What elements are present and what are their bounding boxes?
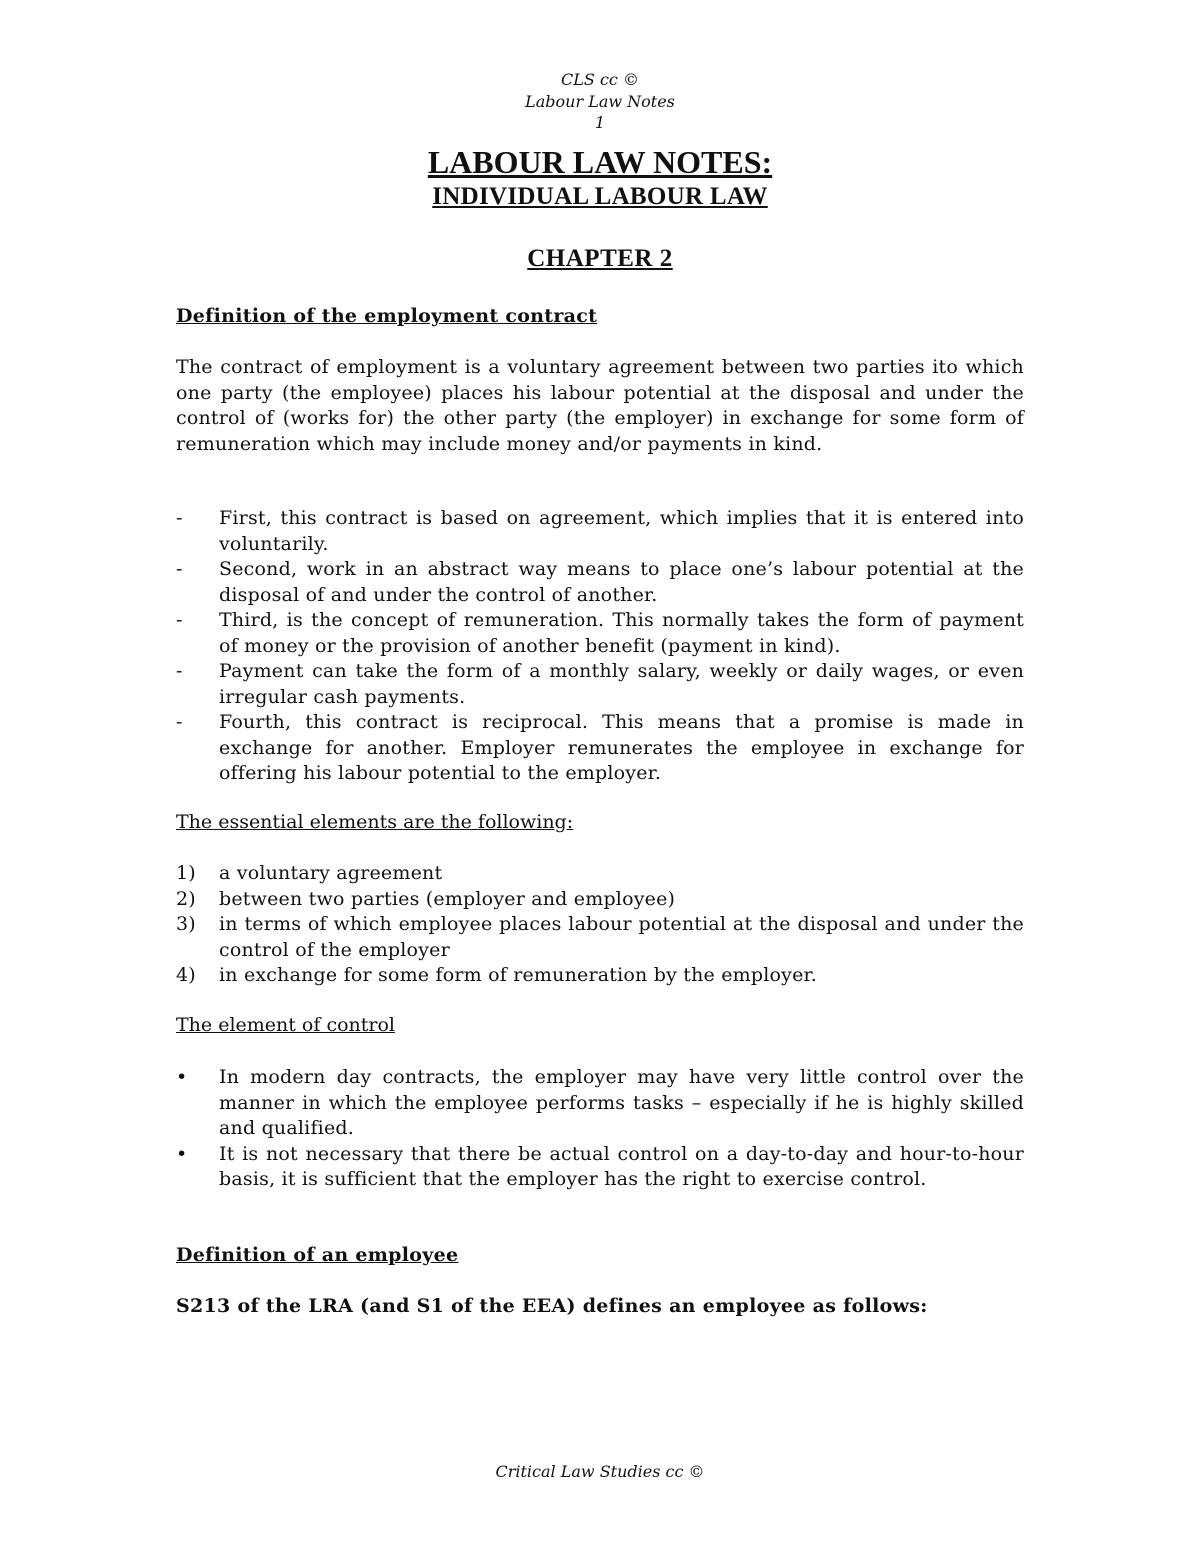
essential-elements-heading: The essential elements are the following: xyxy=(176,811,574,833)
contract-points-list xyxy=(176,506,1024,787)
list-item-text: between two parties (employer and employee) xyxy=(219,887,676,910)
element-of-control-heading: The element of control xyxy=(176,1014,395,1036)
chapter-heading: CHAPTER 2 xyxy=(527,245,673,272)
dash-marker: - xyxy=(176,660,183,682)
list-item xyxy=(176,963,1024,989)
list-item-text: First, this contract is based on agreement, which implies that it is entered into voluntarily. xyxy=(219,507,1024,555)
header-copyright: CLS cc © xyxy=(561,70,639,89)
list-item-text: Third, is the concept of remuneration. This normally takes the form of payment of money or the provision of another benefit (payment in kind). xyxy=(219,609,1024,657)
bullet-icon: • xyxy=(176,1066,188,1088)
definition-paragraph: The contract of employment is a voluntary agreement between two parties ito which one party (the employee) places his labour potential at the disposal and under the control of (works for) the other party (the employer) in exchange for some form of remuneration which may include money and/or payments in kind. xyxy=(176,356,1024,455)
list-item-text: In modern day contracts, the employer may have very little control over the manner in which the employee performs tasks – especially if he is highly skilled and qualified. xyxy=(219,1066,1024,1139)
list-item-text: Fourth, this contract is reciprocal. This means that a promise is made in exchange for another. Employer remunerates the employee in exchange for offering his labour potential to the employer. xyxy=(219,711,1024,784)
list-item xyxy=(176,1065,1024,1142)
main-title: LABOUR LAW NOTES: xyxy=(427,144,773,180)
list-item xyxy=(176,912,1024,963)
list-item-text: Second, work in an abstract way means to place one’s labour potential at the disposal of and under the control of another. xyxy=(219,558,1024,606)
list-item-text: It is not necessary that there be actual control on a day-to-day and hour-to-hour basis, it is sufficient that the employer has the right to exercise control. xyxy=(219,1142,1024,1190)
dash-marker: - xyxy=(176,558,183,580)
employee-definition-statement: S213 of the LRA (and S1 of the EEA) defines an employee as follows: xyxy=(176,1295,928,1317)
list-item xyxy=(176,710,1024,787)
page-footer: Critical Law Studies cc © xyxy=(495,1462,705,1481)
dash-marker: - xyxy=(176,507,183,529)
list-item xyxy=(176,887,1024,913)
subtitle: INDIVIDUAL LABOUR LAW xyxy=(432,183,768,210)
dash-marker: - xyxy=(176,711,183,733)
control-bullets-list xyxy=(176,1065,1024,1193)
list-item xyxy=(176,608,1024,659)
list-item-text: Payment can take the form of a monthly salary, weekly or daily wages, or even irregular cash payments. xyxy=(219,660,1024,708)
header-doc-title: Labour Law Notes xyxy=(525,92,675,111)
number-marker: 1) xyxy=(176,862,196,884)
essential-elements-list xyxy=(176,861,1024,989)
list-item xyxy=(176,557,1024,608)
list-item xyxy=(176,659,1024,710)
list-item-text: in exchange for some form of remuneration by the employer. xyxy=(219,964,817,986)
list-item-text: a voluntary agreement xyxy=(219,862,443,884)
number-marker: 2) xyxy=(176,887,196,910)
list-item xyxy=(176,1142,1024,1193)
list-item-text: in terms of which employee places labour potential at the disposal and under the control of the employer xyxy=(219,913,1024,961)
section-heading-employment-contract: Definition of the employment contract xyxy=(176,305,598,327)
header-page-number: 1 xyxy=(594,113,606,132)
list-item xyxy=(176,861,1024,887)
number-marker: 4) xyxy=(176,964,196,986)
dash-marker: - xyxy=(176,609,183,631)
section-heading-employee: Definition of an employee xyxy=(176,1244,459,1266)
bullet-icon: • xyxy=(176,1142,188,1165)
number-marker: 3) xyxy=(176,913,196,935)
list-item xyxy=(176,506,1024,557)
